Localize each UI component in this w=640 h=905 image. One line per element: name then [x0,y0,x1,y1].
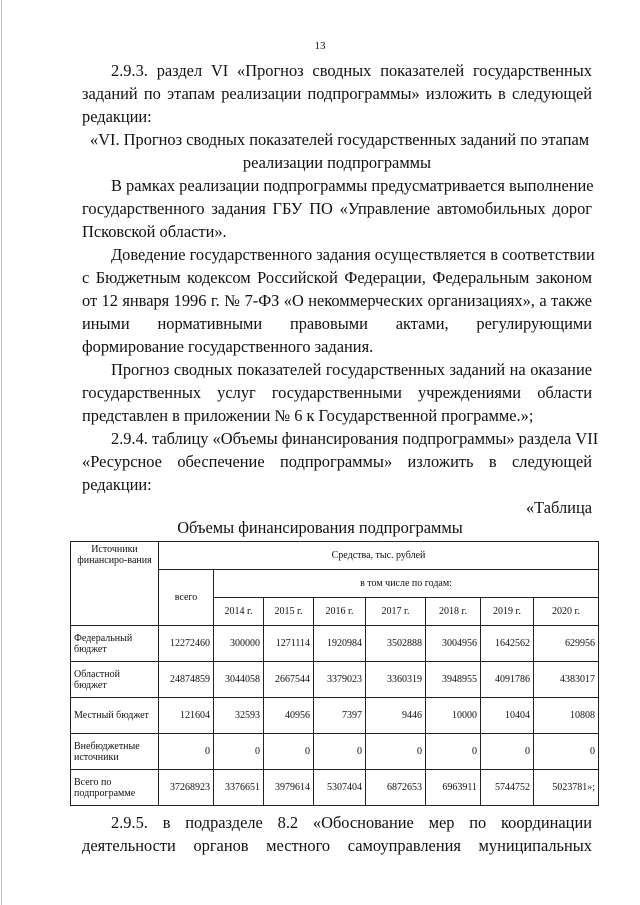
table-cell: 4383017 [534,662,599,698]
text-line: заданий по этапам реализации подпрограммы» изложить в следующей [82,84,592,103]
table-cell: 1642562 [481,626,534,662]
header-year: 2017 г. [366,598,426,626]
text-line: 2.9.5. в подразделе 8.2 «Обоснование мер по координации [111,813,592,832]
table-cell: 0 [264,734,314,770]
table-cell: 3502888 [366,626,426,662]
text-line: «Ресурсное обеспечение подпрограммы» изложить в следующей [82,452,592,471]
text-line: 2.9.4. таблицу «Объемы финансирования подпрограммы» раздела VII [111,429,599,448]
section-heading: «VI. Прогноз сводных показателей государственных заданий по этапам [90,130,590,149]
table-cell: 0 [534,734,599,770]
table-row [71,626,599,662]
text-line: Псковской области». [82,222,227,241]
text-line: деятельности органов местного самоуправления муниципальных [82,836,592,855]
body-text-bottom [82,811,592,857]
table-cell: 3044058 [214,662,264,698]
table-cell: 0 [426,734,481,770]
table-cell: 1271114 [264,626,314,662]
header-year: 2015 г. [264,598,314,626]
table-cell: 0 [366,734,426,770]
row-label: Федеральный бюджет [71,626,159,662]
table-cell: 6963911 [426,770,481,806]
table-cell: 2667544 [264,662,314,698]
text-line: государственных услуг государственными учреждениями области [82,383,592,402]
table-cell: 37268923 [159,770,214,806]
text-line: формирование государственного задания. [82,337,374,356]
table-cell: 12272460 [159,626,214,662]
table-title: Объемы финансирования подпрограммы [177,518,463,537]
text-line: государственного задания ГБУ ПО «Управление автомобильных дорог [82,199,592,218]
header-funds: Средства, тыс. рублей [159,542,599,570]
table-cell: 3979614 [264,770,314,806]
text-line: иными нормативными правовыми актами, регулирующими [82,314,592,333]
page-number: 13 [314,40,326,52]
table-cell: 10000 [426,698,481,734]
table-cell: 5744752 [481,770,534,806]
table-cell: 4091786 [481,662,534,698]
row-label: Внебюджетные источники [71,734,159,770]
header-total: всего [159,570,214,626]
body-text-top [82,59,599,519]
text-line: 2.9.3. раздел VI «Прогноз сводных показателей государственных [111,61,592,80]
header-year: 2018 г. [426,598,481,626]
table-cell: 3004956 [426,626,481,662]
scan-edge [0,0,3,905]
row-label: Областной бюджет [71,662,159,698]
table-cell: 3379023 [314,662,366,698]
table-cell: 0 [159,734,214,770]
table-cell: 10808 [534,698,599,734]
table-cell: 32593 [214,698,264,734]
table-cell: 24874859 [159,662,214,698]
table-cell: 121604 [159,698,214,734]
table-cell: 0 [214,734,264,770]
text-line: от 12 января 1996 г. № 7-ФЗ «О некоммерческих организациях», а также [82,291,592,310]
text-line: редакции: [82,107,152,126]
table-cell: 300000 [214,626,264,662]
text-line: В рамках реализации подпрограммы предусматривается выполнение [111,176,594,195]
header-year: 2016 г. [314,598,366,626]
table-cell: 5307404 [314,770,366,806]
table-cell: 1920984 [314,626,366,662]
table-cell: 5023781»; [534,770,599,806]
table-cell: 6872653 [366,770,426,806]
text-line: редакции: [82,475,152,494]
table-cell: 7397 [314,698,366,734]
table-cell: 3360319 [366,662,426,698]
header-year: 2019 г. [481,598,534,626]
text-line: с Бюджетным кодексом Российской Федерации, Федеральным законом [82,268,592,287]
table-cell: 629956 [534,626,599,662]
text-line: Прогноз сводных показателей государственных заданий на оказание [111,360,592,379]
table-caption-label: «Таблица [525,498,592,517]
header-sources: Источники финансиро-вания [71,542,159,626]
table-cell: 10404 [481,698,534,734]
header-year: 2014 г. [214,598,264,626]
header-by-year: в том числе по годам: [214,570,599,598]
table-row [71,734,599,770]
table-cell: 0 [314,734,366,770]
table-row [71,662,599,698]
text-line: представлен в приложении № 6 к Государственной программе.»; [82,406,534,425]
header-year: 2020 г. [534,598,599,626]
table-row [71,698,599,734]
table-cell: 3948955 [426,662,481,698]
row-label: Местный бюджет [71,698,159,734]
table-cell: 3376651 [214,770,264,806]
financing-table [70,541,599,806]
row-label: Всего по подпрограмме [71,770,159,806]
table-cell: 0 [481,734,534,770]
table-cell: 40956 [264,698,314,734]
section-heading-cont: реализации подпрограммы [242,153,432,172]
text-line: Доведение государственного задания осуществляется в соответствии [111,245,595,264]
table-row [71,770,599,806]
table-cell: 9446 [366,698,426,734]
